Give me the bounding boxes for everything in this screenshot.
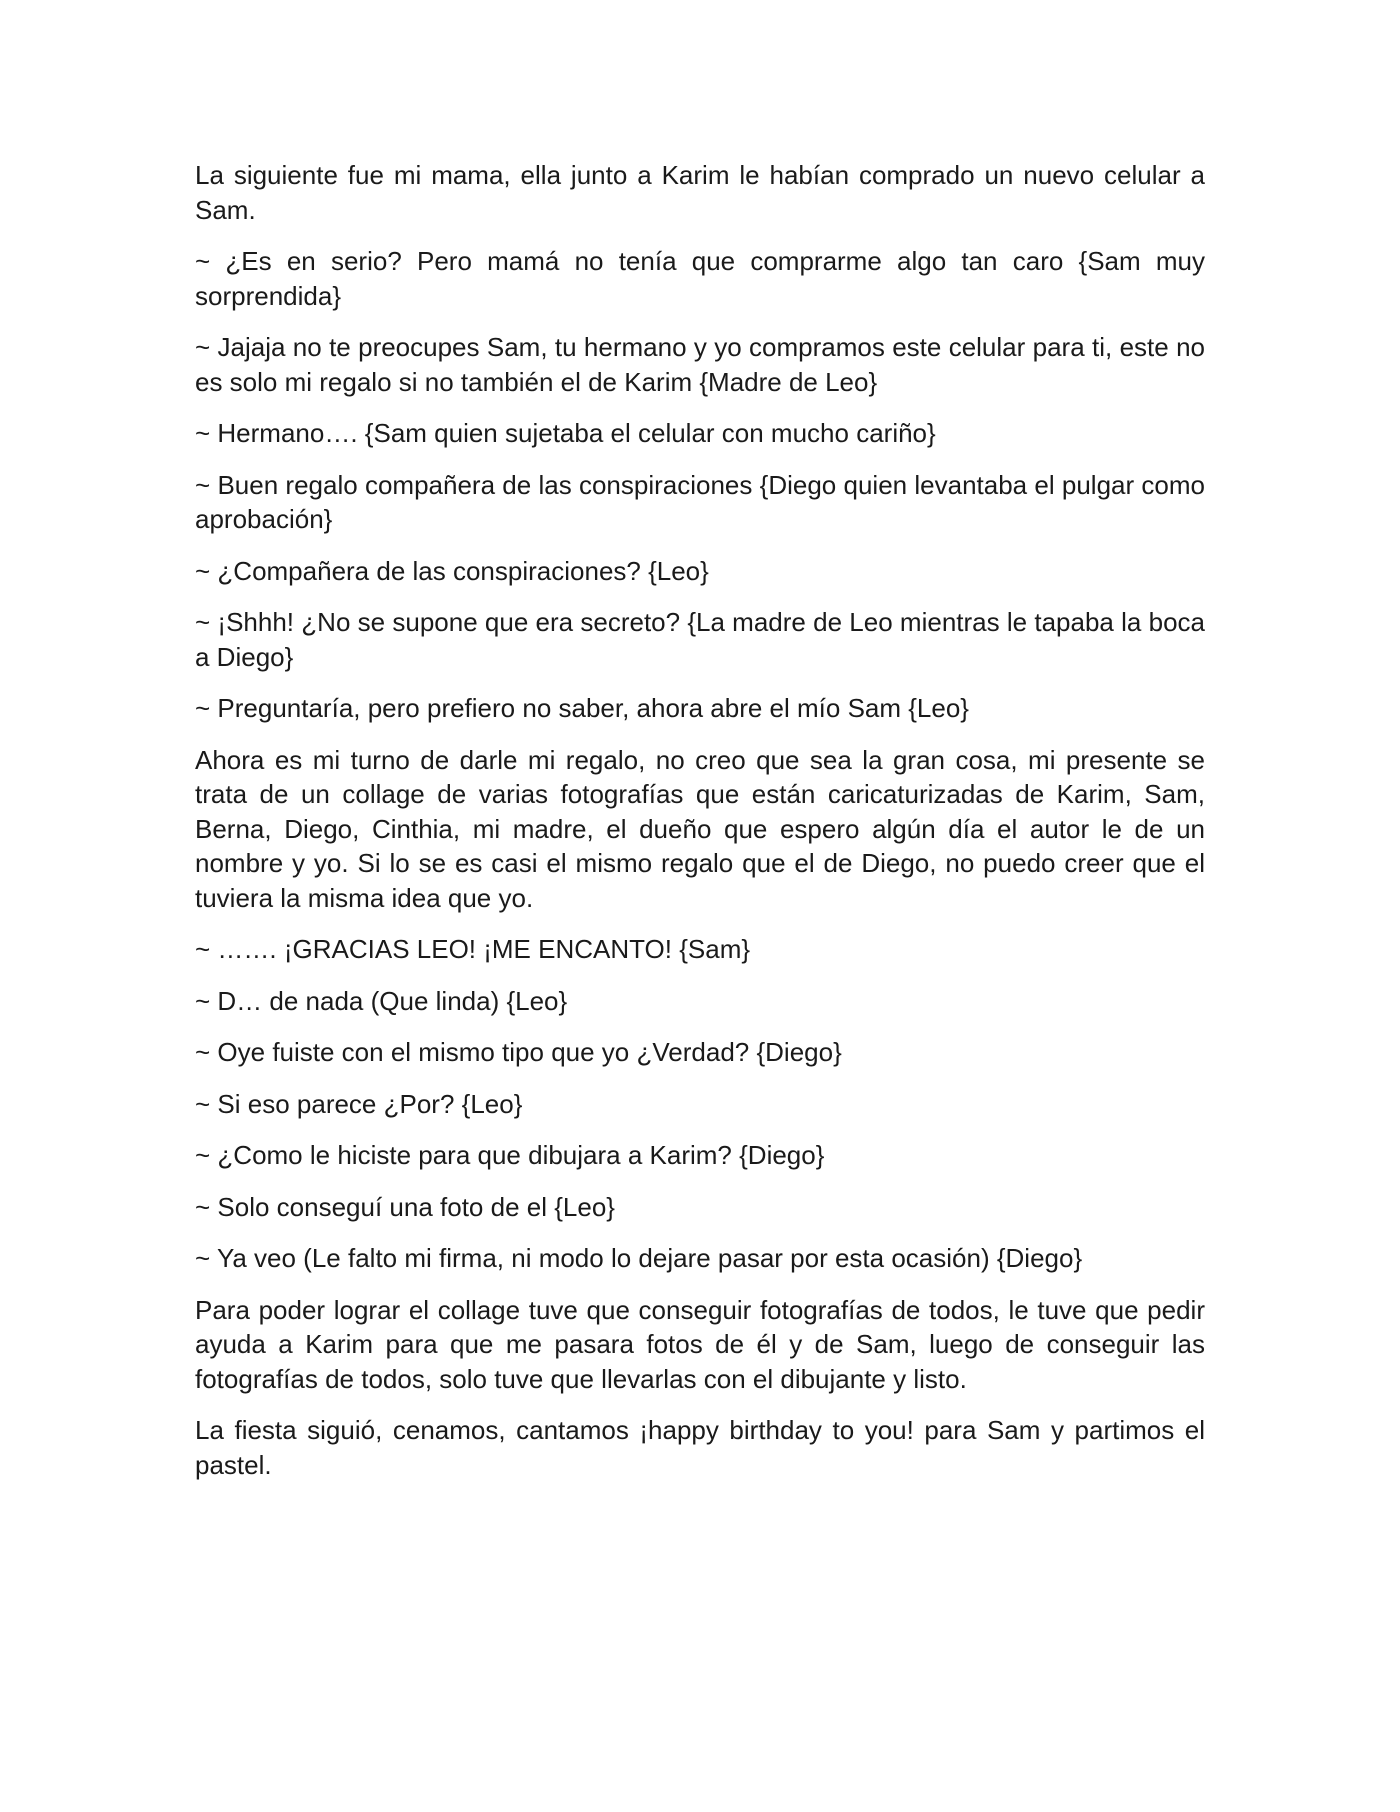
narrative-paragraph: Ahora es mi turno de darle mi regalo, no creo que sea la gran cosa, mi presente se trata de un collage de varias fotografías que están caricaturizadas de Karim, Sam, Berna, Diego, Cinthia, mi madre, el dueño que espero algún día el autor le de un nombre y yo. Si lo se es casi el mismo regalo que el de Diego, no puedo creer que el tuviera la misma idea que yo. — [195, 744, 1205, 913]
narrative-paragraph: Para poder lograr el collage tuve que conseguir fotografías de todos, le tuve que pedir ayuda a Karim para que me pasara fotos de él y de Sam, luego de conseguir las fotografías de todos, solo tuve que llevarlas con el dibujante y listo. — [195, 1294, 1205, 1394]
dialogue-line: ~ Si eso parece ¿Por? {Leo} — [195, 1088, 523, 1119]
dialogue-line: ~ ¿Compañera de las conspiraciones? {Leo} — [195, 555, 709, 586]
dialogue-line: ~ Solo conseguí una foto de el {Leo} — [195, 1191, 615, 1222]
narrative-paragraph: La fiesta siguió, cenamos, cantamos ¡happy birthday to you! para Sam y partimos el pastel. — [195, 1415, 1205, 1480]
dialogue-line: ~ D… de nada (Que linda) {Leo} — [195, 985, 568, 1016]
dialogue-line: ~ Oye fuiste con el mismo tipo que yo ¿Verdad? {Diego} — [195, 1037, 842, 1067]
dialogue-line: ~ Jajaja no te preocupes Sam, tu hermano y yo compramos este celular para ti, este no es solo mi regalo si no también el de Karim {Madre de Leo} — [195, 332, 1205, 397]
dialogue-line: ~ Hermano…. {Sam quien sujetaba el celular con mucho cariño} — [195, 418, 936, 448]
dialogue-line: ~ Buen regalo compañera de las conspiraciones {Diego quien levantaba el pulgar como aprobación} — [195, 469, 1205, 534]
dialogue-line: ~ ¿Como le hiciste para que dibujara a Karim? {Diego} — [195, 1140, 825, 1170]
dialogue-line: ~ ¿Es en serio? Pero mamá no tenía que comprarme algo tan caro {Sam muy sorprendida} — [195, 246, 1205, 311]
narrative-paragraph: La siguiente fue mi mama, ella junto a Karim le habían comprado un nuevo celular a Sam. — [195, 160, 1205, 225]
dialogue-line: ~ Preguntaría, pero prefiero no saber, ahora abre el mío Sam {Leo} — [195, 693, 969, 723]
dialogue-line: ~ Ya veo (Le falto mi firma, ni modo lo dejare pasar por esta ocasión) {Diego} — [195, 1243, 1083, 1273]
dialogue-line: ~ ……. ¡GRACIAS LEO! ¡ME ENCANTO! {Sam} — [195, 934, 751, 964]
document-body — [195, 158, 1205, 1499]
dialogue-line: ~ ¡Shhh! ¿No se supone que era secreto? {La madre de Leo mientras le tapaba la boca a Diego} — [195, 607, 1205, 672]
